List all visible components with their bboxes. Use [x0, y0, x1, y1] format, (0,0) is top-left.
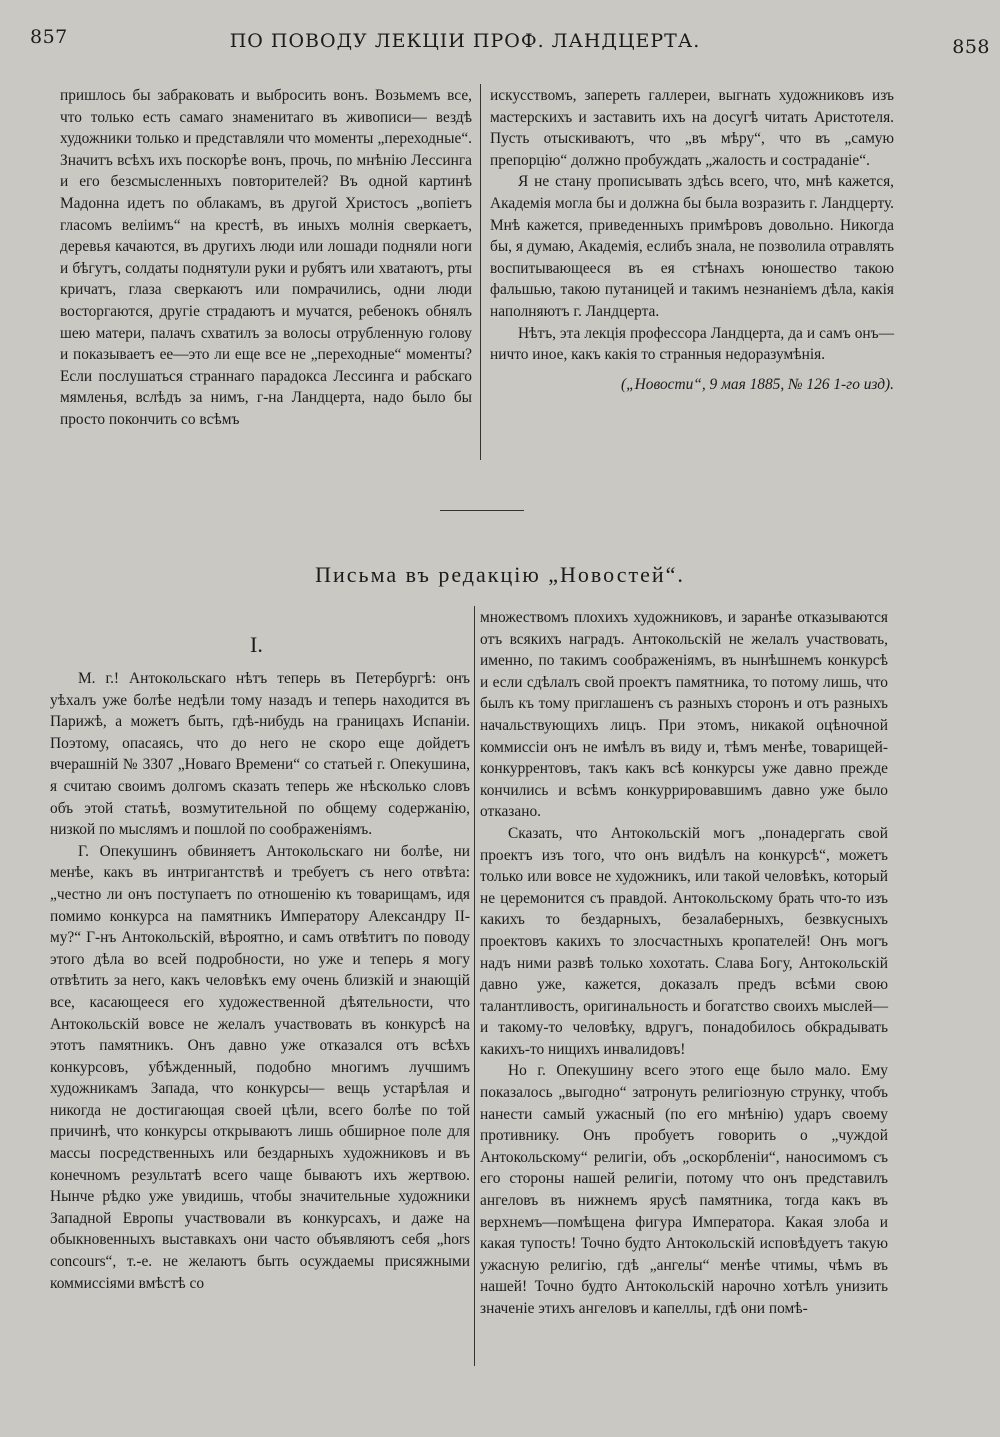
paragraph: М. г.! Антокольскаго нѣтъ теперь въ Петербургѣ: онъ уѣхалъ уже болѣе недѣли тому назадъ и теперь находится въ Парижѣ, а можетъ быть, гдѣ-нибудь на границахъ Испаніи. Поэтому, опасаясь, что до него не скоро еще дойдетъ вчерашній № 3307 „Новаго Времени“ со статьей г. Опекушина, я считаю своимъ долгомъ сказать теперь же нѣсколько словъ объ этой статьѣ, возмутительной по общему содержанію, низкой по мыслямъ и пошлой по соображеніямъ. — [50, 670, 470, 839]
page-number-right: 858 — [952, 36, 990, 58]
page-header — [30, 26, 990, 58]
page-number-left: 857 — [30, 26, 68, 48]
paragraph: пришлось бы забраковать и выбросить вонъ. Возьмемъ все, что только есть самаго знаменитаго въ живописи— вездѣ художники только и представляли что моменты „переходные“. Значитъ всѣхъ ихъ поскорѣе вонъ, прочь, по мнѣнію Лессинга и его безсмысленныхъ повторителей? Въ одной картинѣ Мадонна идетъ по облакамъ, въ другой Христосъ „вопіетъ гласомъ велiимъ“ на крестѣ, въ иныхъ молнія сверкаетъ, деревья качаются, въ другихъ люди или лошади подняли ноги и бѣгутъ, солдаты поднятули руки и рубятъ или хватаютъ, рты кричатъ, глаза сверкаютъ или помрачились, одни люди восторгаются, другіе страдаютъ и мучатся, ребенокъ обнялъ шею матери, палачъ схватилъ за волосы отрубленную голову и показываетъ ее—это ли еще все не „переходные“ моменты? Если послушаться страннаго парадокса Лессинга и рабскаго мямленья, вслѣдъ за нимъ, г-на Ландцерта, надо было бы просто покончить со всѣмъ — [60, 87, 472, 428]
paragraph: Сказать, что Антокольскій могъ „понадергать свой проектъ изъ того, что онъ видѣлъ на конкурсѣ“, можетъ только или вовсе не художникъ, или такой человѣкъ, который не церемонится съ правдой. Антокольскому брать что-то изъ какихъ то бездарныхъ, безалаберныхъ, безвкусныхъ проектовъ какихъ то злосчастныхъ кропателей! Онъ могъ надъ ними развѣ только хохотать. Слава Богу, Антокольскій давно уже, кажется, доказалъ предъ всѣми свою талантливость, оригинальность и богатство своихъ мыслей— и такому-то человѣку, вдругъ, понадобилось обкрадывать какихъ-то нищихъ инвалидовъ! — [480, 824, 888, 1058]
running-title: ПО ПОВОДУ ЛЕКЦІИ ПРОФ. ЛАНДЦЕРТА. — [229, 30, 701, 52]
section-number: I. — [250, 632, 263, 657]
source-citation: („Новости“, 9 мая 1885, № 126 1-го изд). — [620, 375, 894, 393]
bottom-right-column — [480, 607, 888, 1320]
column-divider-bottom — [474, 606, 475, 1366]
paragraph: искусствомъ, запереть галлереи, выгнать художниковъ изъ мастерскихъ и заставить ихъ на досугѣ читать Аристотеля. Пусть отыскиваютъ, что „въ мѣру“, что въ „самую препорцію“ должно пробуждать „жалость и состраданіе“. — [490, 87, 894, 169]
top-right-column — [490, 85, 894, 395]
top-left-column — [60, 85, 472, 431]
section-separator — [440, 510, 524, 511]
paragraph: множествомъ плохихъ художниковъ, и заранѣе отказываются отъ всякихъ наградъ. Антокольскій не желалъ участвовать, именно, по такимъ соображеніямъ, въ нынѣшнемъ конкурсѣ и если сдѣлалъ свой проектъ памятника, то потому лишь, что былъ къ тому приглашенъ съ разныхъ сторонъ и отъ разныхъ начальствующихъ лицъ. При этомъ, никакой оцѣночной коммиссіи онъ не имѣлъ въ виду и, тѣмъ менѣе, товарищей-конкуррентовъ, такъ какъ всѣ конкурсы уже давно прежде кончились и всѣмъ конкуррировавшимъ давно уже было отказано. — [480, 609, 888, 821]
column-divider-top — [480, 84, 481, 460]
paragraph: Я не стану прописывать здѣсь всего, что, мнѣ кажется, Академія могла бы и должна бы была возразить г. Ландцерту. Мнѣ кажется, приведенныхъ примѣровъ довольно. Никогда бы, я думаю, Академія, еслибъ знала, не позволила отравлять воспитывающееся въ ея стѣнахъ юношество такою фальшью, такою путаницей и такимъ незнаніемъ дѣла, какія наполняютъ г. Ландцерта. — [490, 173, 894, 320]
bottom-left-column — [50, 668, 470, 1294]
paragraph: Г. Опекушинъ обвиняетъ Антокольскаго ни болѣе, ни менѣе, какъ въ интригантствѣ и требуетъ съ него отвѣта: „честно ли онъ поступаетъ по отношенію къ товарищамъ, идя помимо конкурса на памятникъ Императору Александру II-му?“ Г-нъ Антокольскій, вѣроятно, и самъ отвѣтитъ по поводу этого дѣла во всей подробности, но уже и теперь я могу отвѣтить за него, какъ человѣкъ ему очень близкій и знающій все, касающееся его художественной дѣятельности, что Антокольскій вовсе не желалъ участвовать въ конкурсѣ на этотъ памятникъ. Онъ давно уже отказался отъ всѣхъ конкурсовъ, убѣжденный, подобно многимъ лучшимъ художникамъ Запада, что конкурсы— вещь устарѣлая и никогда не достигающая своей цѣли, всего болѣе по той причинѣ, что конкурсы открываютъ лишь обширное поле для массы посредственныхъ или бездарныхъ художниковъ и въ конечномъ результатѣ всего чаще бываютъ ихъ жертвою. Нынче рѣдко уже увидишь, чтобы значительные художники Западной Европы участвовали въ конкурсахъ, и даже на обыкновенныхъ выставкахъ они часто объявляютъ себя „hors concours“, т.-е. не желаютъ быть осуждаемы присяжными коммиссіями вмѣстѣ со — [50, 842, 470, 1292]
section-title: Письма въ редакцію „Новостей“. — [315, 562, 685, 587]
paragraph: Нѣтъ, эта лекція профессора Ландцерта, да и самъ онъ—ничто иное, какъ какія то странныя недоразумѣнія. — [490, 324, 894, 364]
paragraph: Но г. Опекушину всего этого еще было мало. Ему показалось „выгодно“ затронуть религіозную струнку, чтобъ нанести самый ужасный (по его мнѣнію) ударъ своему противнику. Онъ пробуетъ говорить о „чуждой Антокольскому“ религіи, объ „оскорбленіи“, наносимомъ съ его стороны нашей религіи, потому что онъ представилъ ангеловъ въ нижнемъ ярусѣ памятника, тогда какъ въ верхнемъ—помѣщена фигура Императора. Какая злоба и какая тупость! Точно будто Антокольскій исповѣдуетъ такую ужасную религію, гдѣ „ангелы“ менѣе чтимы, чѣмъ въ нашей! Точно будто Антокольскій нарочно хотѣлъ унизить значеніе этихъ ангеловъ и капеллы, гдѣ они помѣ- — [480, 1062, 888, 1317]
